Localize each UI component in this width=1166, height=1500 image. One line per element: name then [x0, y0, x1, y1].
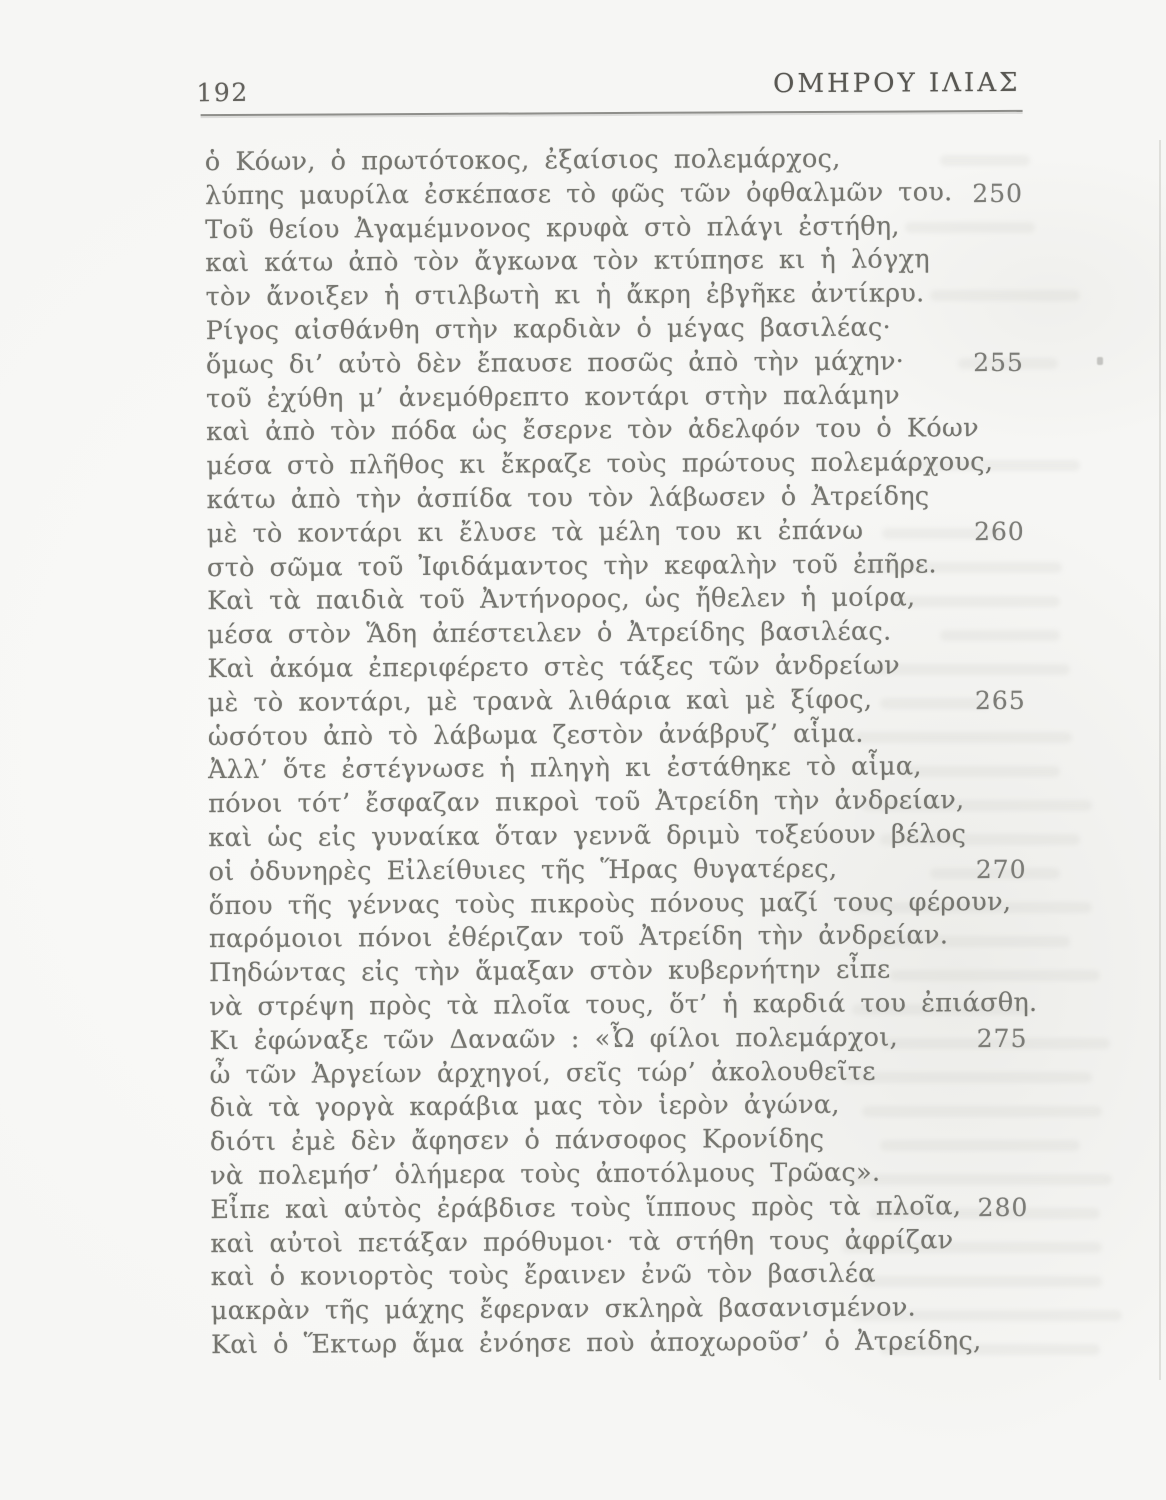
- line-number: 275: [976, 1023, 1028, 1053]
- verse-text: νὰ στρέψη πρὸς τὰ πλοῖα τους, ὅτ’ ἡ καρδιά του ἐπιάσθη.: [209, 987, 1038, 1023]
- verse-text: Καὶ ὁ Ἕκτωρ ἅμα ἐνόησε ποὺ ἀποχωροῦσ’ ὁ Ἀτρείδης,: [210, 1325, 982, 1361]
- verse-text: μέσα στὸν Ἅδη ἀπέστειλεν ὁ Ἀτρείδης βασιλέας.: [207, 616, 892, 651]
- verse-line: [207, 650, 1025, 688]
- verse-text: διότι ἐμὲ δὲν ἄφησεν ὁ πάνσοφος Κρονίδης: [209, 1124, 825, 1158]
- verse-line: [205, 210, 1023, 248]
- verse-line: [210, 1157, 1028, 1195]
- line-number: 260: [973, 516, 1025, 546]
- verse-line: [209, 954, 1027, 992]
- verse-text: Εἶπε καὶ αὐτὸς ἐράβδισε τοὺς ἵππους πρὸς τὰ πλοῖα,: [210, 1190, 962, 1225]
- verse-line: [208, 819, 1026, 857]
- line-number: 270: [975, 854, 1027, 884]
- verse-text: καὶ ὡς εἰς γυναίκα ὅταν γεννᾶ δριμὺ τοξεύουν βέλος: [208, 819, 967, 854]
- verse-line: [209, 1022, 1027, 1060]
- verse-line: [210, 1089, 1028, 1127]
- line-number: 250: [972, 178, 1024, 208]
- verse-line: [209, 987, 1038, 1026]
- verse-line: [211, 1292, 1029, 1330]
- verse-text: καὶ ὁ κονιορτὸς τοὺς ἔραινεν ἐνῶ τὸν βασιλέα: [210, 1258, 876, 1293]
- verse-text: τὸν ἄνοιξεν ἡ στιλβωτὴ κι ἡ ἄκρη ἐβγῆκε ἀντίκρυ.: [205, 278, 925, 313]
- verse-text: τοῦ ἐχύθη μ’ ἀνεμόθρεπτο κοντάρι στὴν παλάμην: [206, 380, 900, 414]
- verse-text: ὡσότου ἀπὸ τὸ λάβωμα ζεστὸν ἀνάβρυζ’ αἷμα.: [207, 718, 864, 752]
- verse-line: [205, 278, 1023, 316]
- verse-line: [210, 1191, 1028, 1229]
- verse-text: πόνοι τότ’ ἔσφαζαν πικροὶ τοῦ Ἀτρείδη τὴν ἀνδρείαν,: [208, 785, 965, 820]
- verse-line: [206, 447, 1024, 485]
- verse-text: οἱ ὀδυνηρὲς Εἰλείθυιες τῆς Ἥρας θυγατέρες,: [208, 853, 838, 887]
- verse-line: [211, 1326, 1029, 1364]
- verse-line: [208, 785, 1026, 823]
- verse-line: [211, 1258, 1029, 1296]
- verse-line: [209, 886, 1027, 924]
- verse-line: [209, 920, 1027, 958]
- verse-line: [207, 582, 1025, 620]
- line-number: 265: [974, 685, 1026, 715]
- line-number: 255: [973, 347, 1024, 377]
- header-rule: [201, 110, 1023, 116]
- verse-line: [206, 346, 1024, 384]
- verse-line: [207, 481, 1025, 519]
- verse-text: Καὶ τὰ παιδιὰ τοῦ Ἀντήνορος, ὡς ἤθελεν ἡ μοίρα,: [207, 582, 916, 617]
- verse-line: [208, 717, 1026, 755]
- verse-line: [206, 413, 1024, 451]
- verse-text: παρόμοιοι πόνοι ἐθέριζαν τοῦ Ἀτρείδη τὴν ἀνδρείαν.: [208, 920, 949, 955]
- verse-text: μὲ τὸ κοντάρι, μὲ τρανὰ λιθάρια καὶ μὲ ξίφος,: [207, 684, 873, 718]
- verse-text: ὅπου τῆς γέννας τοὺς πικροὺς πόνους μαζί τους φέρουν,: [208, 886, 1012, 921]
- verse-text: ὦ τῶν Ἀργείων ἀρχηγοί, σεῖς τώρ’ ἀκολουθεῖτε: [209, 1056, 876, 1090]
- verse-text: στὸ σῶμα τοῦ Ἰφιδάμαντος τὴν κεφαλὴν τοῦ ἐπῆρε.: [206, 548, 937, 583]
- verse-text: μὲ τὸ κοντάρι κι ἔλυσε τὰ μέλη του κι ἐπάνω: [206, 515, 864, 549]
- verse-line: [205, 177, 1023, 215]
- verse-text: ὅμως δι’ αὐτὸ δὲν ἔπαυσε ποσῶς ἀπὸ τὴν μάχην·: [205, 346, 905, 380]
- verse-text: νὰ πολεμήσ’ ὁλήμερα τοὺς ἀποτόλμους Τρῶας».: [210, 1157, 881, 1192]
- verse-line: [206, 312, 1024, 350]
- verse-text: μέσα στὸ πλῆθος κι ἔκραζε τοὺς πρώτους πολεμάρχους,: [206, 447, 994, 482]
- page-number: 192: [196, 77, 249, 108]
- verse-text: Τοῦ θείου Ἀγαμέμνονος κρυφὰ στὸ πλάγι ἐστήθη,: [205, 211, 900, 245]
- verse-line: [205, 244, 1023, 282]
- verse-line: [206, 379, 1024, 417]
- verse-line: [205, 143, 1023, 181]
- verse-text: καὶ ἀπὸ τὸν πόδα ὡς ἔσερνε τὸν ἀδελφόν του ὁ Κόων: [206, 413, 979, 448]
- verse-text: Πηδώντας εἰς τὴν ἅμαξαν στὸν κυβερνήτην εἶπε: [209, 954, 891, 989]
- verse-text: λύπης μαυρίλα ἐσκέπασε τὸ φῶς τῶν ὀφθαλμῶν του.: [204, 177, 953, 211]
- verse-text: Ἀλλ’ ὅτε ἐστέγνωσε ἡ πληγὴ κι ἐστάθηκε τὸ αἷμα,: [207, 751, 922, 786]
- verse-text: διὰ τὰ γοργὰ καράβια μας τὸν ἱερὸν ἀγώνα,: [209, 1090, 840, 1124]
- verse-text: καὶ κάτω ἀπὸ τὸν ἄγκωνα τὸν κτύπησε κι ἡ λόγχη: [205, 244, 930, 279]
- verse-line: [210, 1055, 1028, 1093]
- verse-text: κάτω ἀπὸ τὴν ἀσπίδα του τὸν λάβωσεν ὁ Ἀτρείδης: [206, 481, 930, 516]
- verse-line: [208, 684, 1026, 722]
- verse-text: Καὶ ἀκόμα ἐπεριφέρετο στὲς τάξες τῶν ἀνδρείων: [207, 650, 900, 685]
- verse-line: [207, 515, 1025, 553]
- verse-line: [207, 616, 1025, 654]
- verse-block: [204, 143, 1038, 1364]
- verse-line: [207, 548, 1025, 586]
- verse-line: [208, 853, 1026, 891]
- running-title: ΟΜΗΡΟΥ ΙΛΙΑΣ: [773, 67, 1021, 100]
- verse-text: μακρὰν τῆς μάχης ἔφερναν σκληρὰ βασανισμένον.: [210, 1292, 917, 1327]
- line-number: 280: [977, 1192, 1029, 1222]
- verse-text: Κι ἐφώναξε τῶν Δαναῶν : «Ὦ φίλοι πολεμάρχοι,: [209, 1022, 899, 1056]
- verse-text: καὶ αὐτοὶ πετάξαν πρόθυμοι· τὰ στήθη τους ἀφρίζαν: [210, 1224, 954, 1259]
- verse-line: [210, 1224, 1028, 1262]
- verse-line: [210, 1123, 1028, 1161]
- verse-line: [208, 751, 1026, 789]
- verse-text: ὁ Κόων, ὁ πρωτότοκος, ἐξαίσιος πολεμάρχος,: [204, 143, 841, 178]
- verse-text: Ρίγος αἰσθάνθη στὴν καρδιὰν ὁ μέγας βασιλέας·: [205, 312, 892, 347]
